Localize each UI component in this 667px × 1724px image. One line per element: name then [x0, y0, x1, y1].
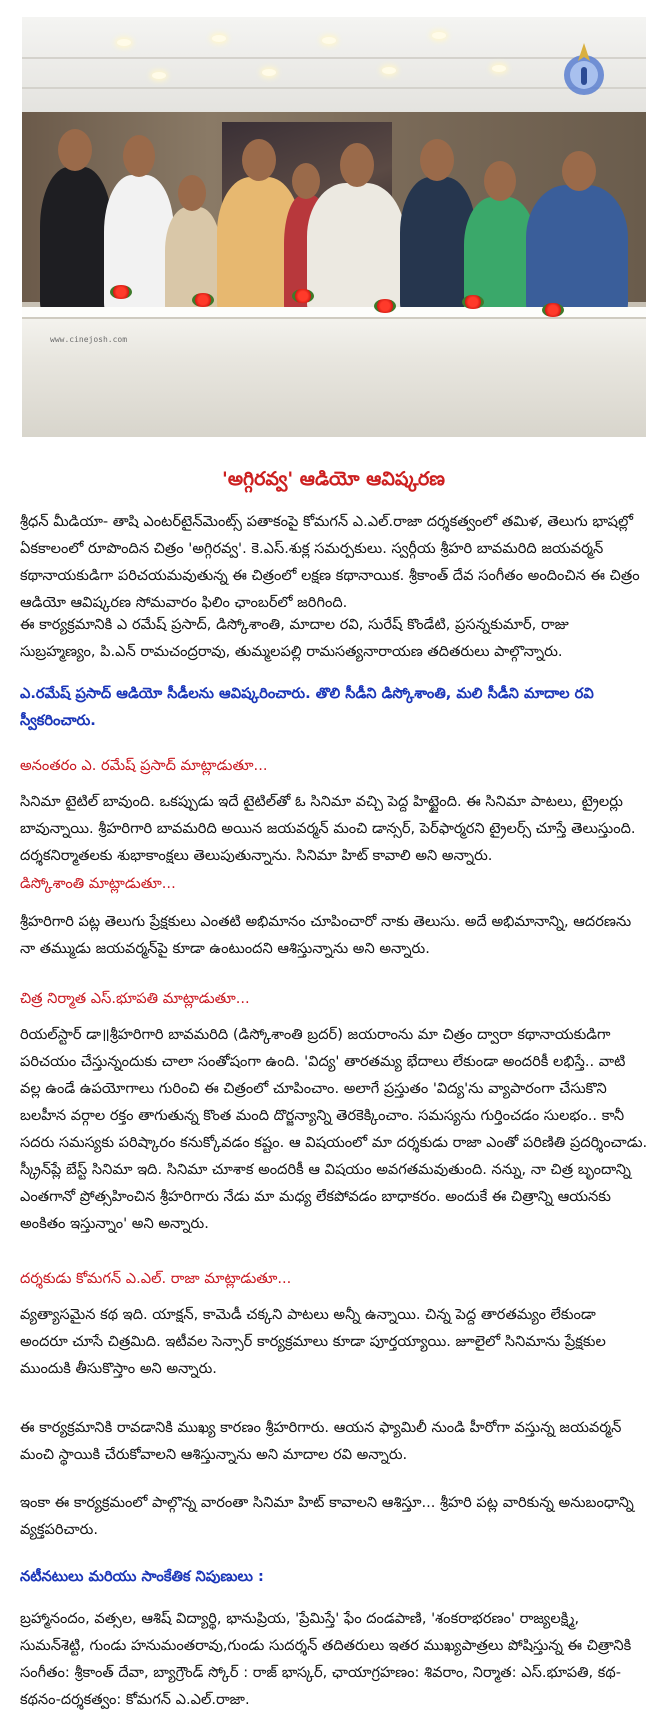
cast-crew-paragraph: బ్రహ్మానందం, వత్సల, ఆశిష్ విద్యార్థి, భానుప్రియ, 'ప్రేమిస్తే' ఫేం దండపాణి, 'శంకరాభరణం' రాజ్యలక్ష్మి, సుమన్‌శెట్టి, గుండు హనుమంతరావు,గుండు సుదర్శన్ తదితరులు ఇతర ముఖ్యపాత్రలు పోషిస్తున్న ఈ చిత్రానికి సంగీతం: శ్రీకాంత్ దేవా, బ్యాగ్రౌండ్ స్కోర్ : రాజ్ భాస్కర్, ఛాయాగ్రహణం: శివరాం, నిర్మాత: ఎస్.భూపతి, కథ-కథనం-దర్శకత్వం: కోమగన్ ఎ.ఎల్.రాజా.: [20, 1610, 632, 1708]
event-photo: [22, 17, 646, 437]
cast-crew-heading: నటీనటులు మరియు సాంకేతిక నిపుణులు :: [20, 1568, 264, 1585]
ramesh-quote-paragraph: సినిమా టైటిల్ బావుంది. ఒకప్పుడు ఇదే టైటిల్‌తో ఓ సినిమా వచ్చి పెద్ద హిట్టైంది. ఈ సినిమా పాటలు, ట్రైలర్లు బావున్నాయి. శ్రీహరిగారి బావమరిది అయిన జయవర్మన్ మంచి డాన్సర్, పెర్‌ఫార్మరని ట్రైలర్స్ చూస్తే తెలుస్తుంది. దర్శకనిర్మాతలకు శుభాకాంక్షలు తెలుపుతున్నాను. సినిమా హిట్ కావాలి అని అన్నారు.: [20, 793, 636, 864]
photo-table: [22, 307, 646, 437]
closing-paragraph: ఇంకా ఈ కార్యక్రమంలో పాల్గొన్న వారంతా సినిమా హిట్ కావాలని ఆశిస్తూ... శ్రీహరి పట్ల వారికున్న అనుబంధాన్ని వ్యక్తపరిచారు.: [20, 1494, 634, 1538]
speaker-heading-producer: చిత్ర నిర్మాత ఎస్.భూపతి మాట్లాడుతూ...: [20, 990, 250, 1007]
cinejosh-logo-icon: [560, 39, 608, 99]
speaker-heading-ramesh: అనంతరం ఎ. రమేష్ ప్రసాద్ మాట్లాడుతూ...: [20, 757, 268, 774]
photo-ceiling: [22, 17, 646, 112]
cd-release-paragraph: ఎ.రమేష్ ప్రసాద్ ఆడియో సీడీలను ఆవిష్కరించారు. తొలి సీడీని డిస్కోశాంతి, మలి సీడీని మాదాల రవి స్వీకరించారు.: [20, 685, 594, 729]
article-title: 'అగ్గిరవ్వ' ఆడియో ఆవిష్కరణ: [222, 468, 445, 490]
photo-watermark: www.cinejosh.com: [50, 335, 128, 344]
intro-paragraph: శ్రీధన్ మీడియా- తాషి ఎంటర్‌టైన్‌మెంట్స్ పతాకంపై కోమగన్ ఎ.ఎల్.రాజా దర్శకత్వంలో తమిళ, తెలుగు భాషల్లో ఏకకాలంలో రూపొందిన చిత్రం 'అగ్గిరవ్వ'. కె.ఎస్.శుక్ల సమర్పకులు. స్వర్గీయ శ్రీహరి బావమరిది జయవర్మన్ కథానాయకుడిగా పరిచయమవుతున్న ఈ చిత్రంలో లక్షణ కథానాయిక. శ్రీకాంత్ దేవ సంగీతం అందించిన ఈ చిత్రం ఆడియో ఆవిష్కరణ సోమవారం ఫిలిం ఛాంబర్‌లో జరిగింది.: [20, 513, 640, 611]
director-quote-paragraph: వ్యత్యాసమైన కథ ఇది. యాక్షన్, కామెడీ చక్కని పాటలు అన్నీ ఉన్నాయి. చిన్న పెద్ద తారతమ్యం లేకుండా అందరూ చూసే చిత్రమిది. ఇటీవల సెన్సార్ కార్యక్రమాలు కూడా పూర్తయ్యాయి. జూలైలో సినిమాను ప్రేక్షకుల ముందుకి తీసుకొస్తాం అని అన్నారు.: [20, 1306, 606, 1377]
madala-ravi-paragraph: ఈ కార్యక్రమానికి రావడానికి ముఖ్య కారణం శ్రీహరిగారు. ఆయన ఫ్యామిలీ నుండి హీరోగా వస్తున్న జయవర్మన్ మంచి స్థాయికి చేరుకోవాలని ఆశిస్తున్నాను అని మాదాల రవి అన్నారు.: [20, 1419, 622, 1463]
speaker-heading-discoshanti: డిస్కోశాంతి మాట్లాడుతూ...: [20, 875, 176, 892]
discoshanti-quote-paragraph: శ్రీహరిగారి పట్ల తెలుగు ప్రేక్షకులు ఎంతటి అభిమానం చూపించారో నాకు తెలుసు. అదే అభిమానాన్ని, ఆదరణను నా తమ్ముడు జయవర్మన్‌పై కూడా ఉంటుందని ఆశిస్తున్నాను అని అన్నారు.: [20, 913, 632, 957]
attendees-paragraph: ఈ కార్యక్రమానికి ఎ రమేష్ ప్రసాద్, డిస్కోశాంతి, మాదాల రవి, సురేష్ కొండేటి, ప్రసన్నకుమార్, రాజు సుబ్రహ్మణ్యం, పి.ఎన్ రామచంద్రరావు, తుమ్మలపల్లి రామసత్యనారాయణ తదితరులు పాల్గొన్నారు.: [20, 616, 569, 660]
producer-quote-paragraph: రియల్‌స్టార్ డా॥శ్రీహరిగారి బావమరిది (డిస్కోశాంతి బ్రదర్) జయరాంను మా చిత్రం ద్వారా కథానాయకుడిగా పరిచయం చేస్తున్నందుకు చాలా సంతోషంగా ఉంది. 'విద్య' తారతమ్య భేదాలు లేకుండా అందరికీ లభిస్తే.. వాటి వల్ల ఉండే ఉపయోగాలు గురించి ఈ చిత్రంలో చూపించాం. అలాగే ప్రస్తుతం 'విద్య'ను వ్యాపారంగా చేసుకొని బలహీన వర్గాల రక్తం తాగుతున్న కొంత మంది దొర్జన్యాన్ని తెరకెక్కించాం. సమస్యను గుర్తించడం సులభం.. కానీ సదరు సమస్యకు పరిష్కారం కనుక్కోవడం కష్టం. ఆ విషయంలో మా దర్శకుడు రాజా ఎంతో పరిణితి ప్రదర్శించాడు. స్క్రీన్‌ప్లే బేస్ట్ సినిమా ఇది. సినిమా చూశాక అందరికీ ఆ విషయం అవగతమవుతుంది. నన్ను, నా చిత్ర బృందాన్ని ఎంతగానో ప్రోత్సహించిన శ్రీహరిగారు నేడు మా మధ్య లేకపోవడం బాధాకరం. అందుకే ఈ చిత్రాన్ని ఆయనకు అంకితం ఇస్తున్నాం' అని అన్నారు.: [20, 1026, 648, 1232]
speaker-heading-director: దర్శకుడు కోమగన్ ఎ.ఎల్. రాజా మాట్లాడుతూ...: [20, 1270, 292, 1287]
